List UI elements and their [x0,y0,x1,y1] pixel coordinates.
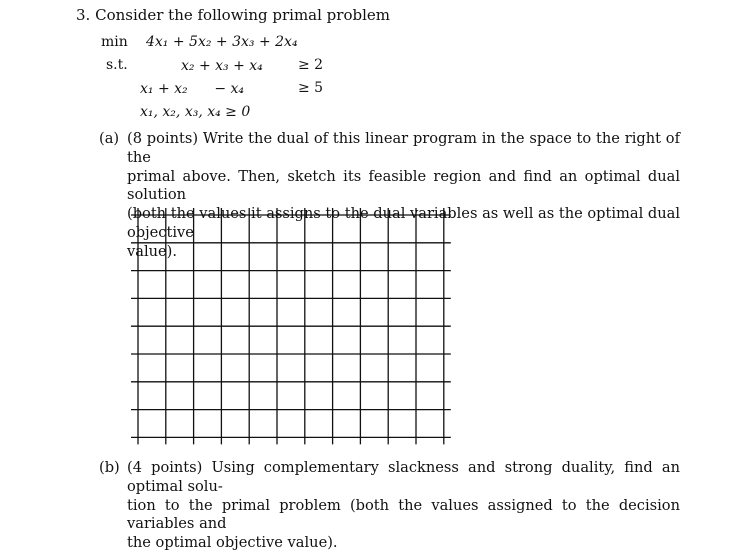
part-a-line: primal above. Then, sketch its feasible region and find an optimal dual solution [127,167,680,204]
constraint-1-lhs: x₂ + x₃ + x₄ [181,58,263,74]
sketch-grid[interactable] [124,207,452,447]
objective-expression: 4x₁ + 5x₂ + 3x₃ + 2x₄ [146,34,298,50]
part-b-line: (4 points) Using complementary slackness and strong duality, find an optimal solu- [127,459,680,495]
question-heading [76,6,390,24]
part-a-label: (a) [99,130,120,147]
part-b-line: the optimal objective value). [127,534,338,552]
constraint-2-lhs: x₁ + x₂ − x₄ [140,81,245,97]
part-b-text [127,459,680,553]
part-a-line: (both the values it assigns to the dual variables as well as the optimal dual objective [127,205,680,241]
part-a-line: (8 points) Write the dual of this linear program in the space to the right of the [127,130,680,166]
part-b-label: (b) [99,459,120,476]
question-number: 3. [76,6,91,24]
part-b-line: tion to the primal problem (both the values assigned to the decision variables and [127,496,680,533]
constraint-2-rhs: ≥ 5 [298,80,324,96]
part-a-line: value). [127,242,177,260]
constraint-1-rhs: ≥ 2 [298,57,324,73]
nonnegativity-constraint: x₁, x₂, x₃, x₄ ≥ 0 [140,104,251,120]
objective-label: min [101,34,128,50]
subject-to-label: s.t. [106,57,128,73]
question-intro: Consider the following primal problem [95,6,390,24]
